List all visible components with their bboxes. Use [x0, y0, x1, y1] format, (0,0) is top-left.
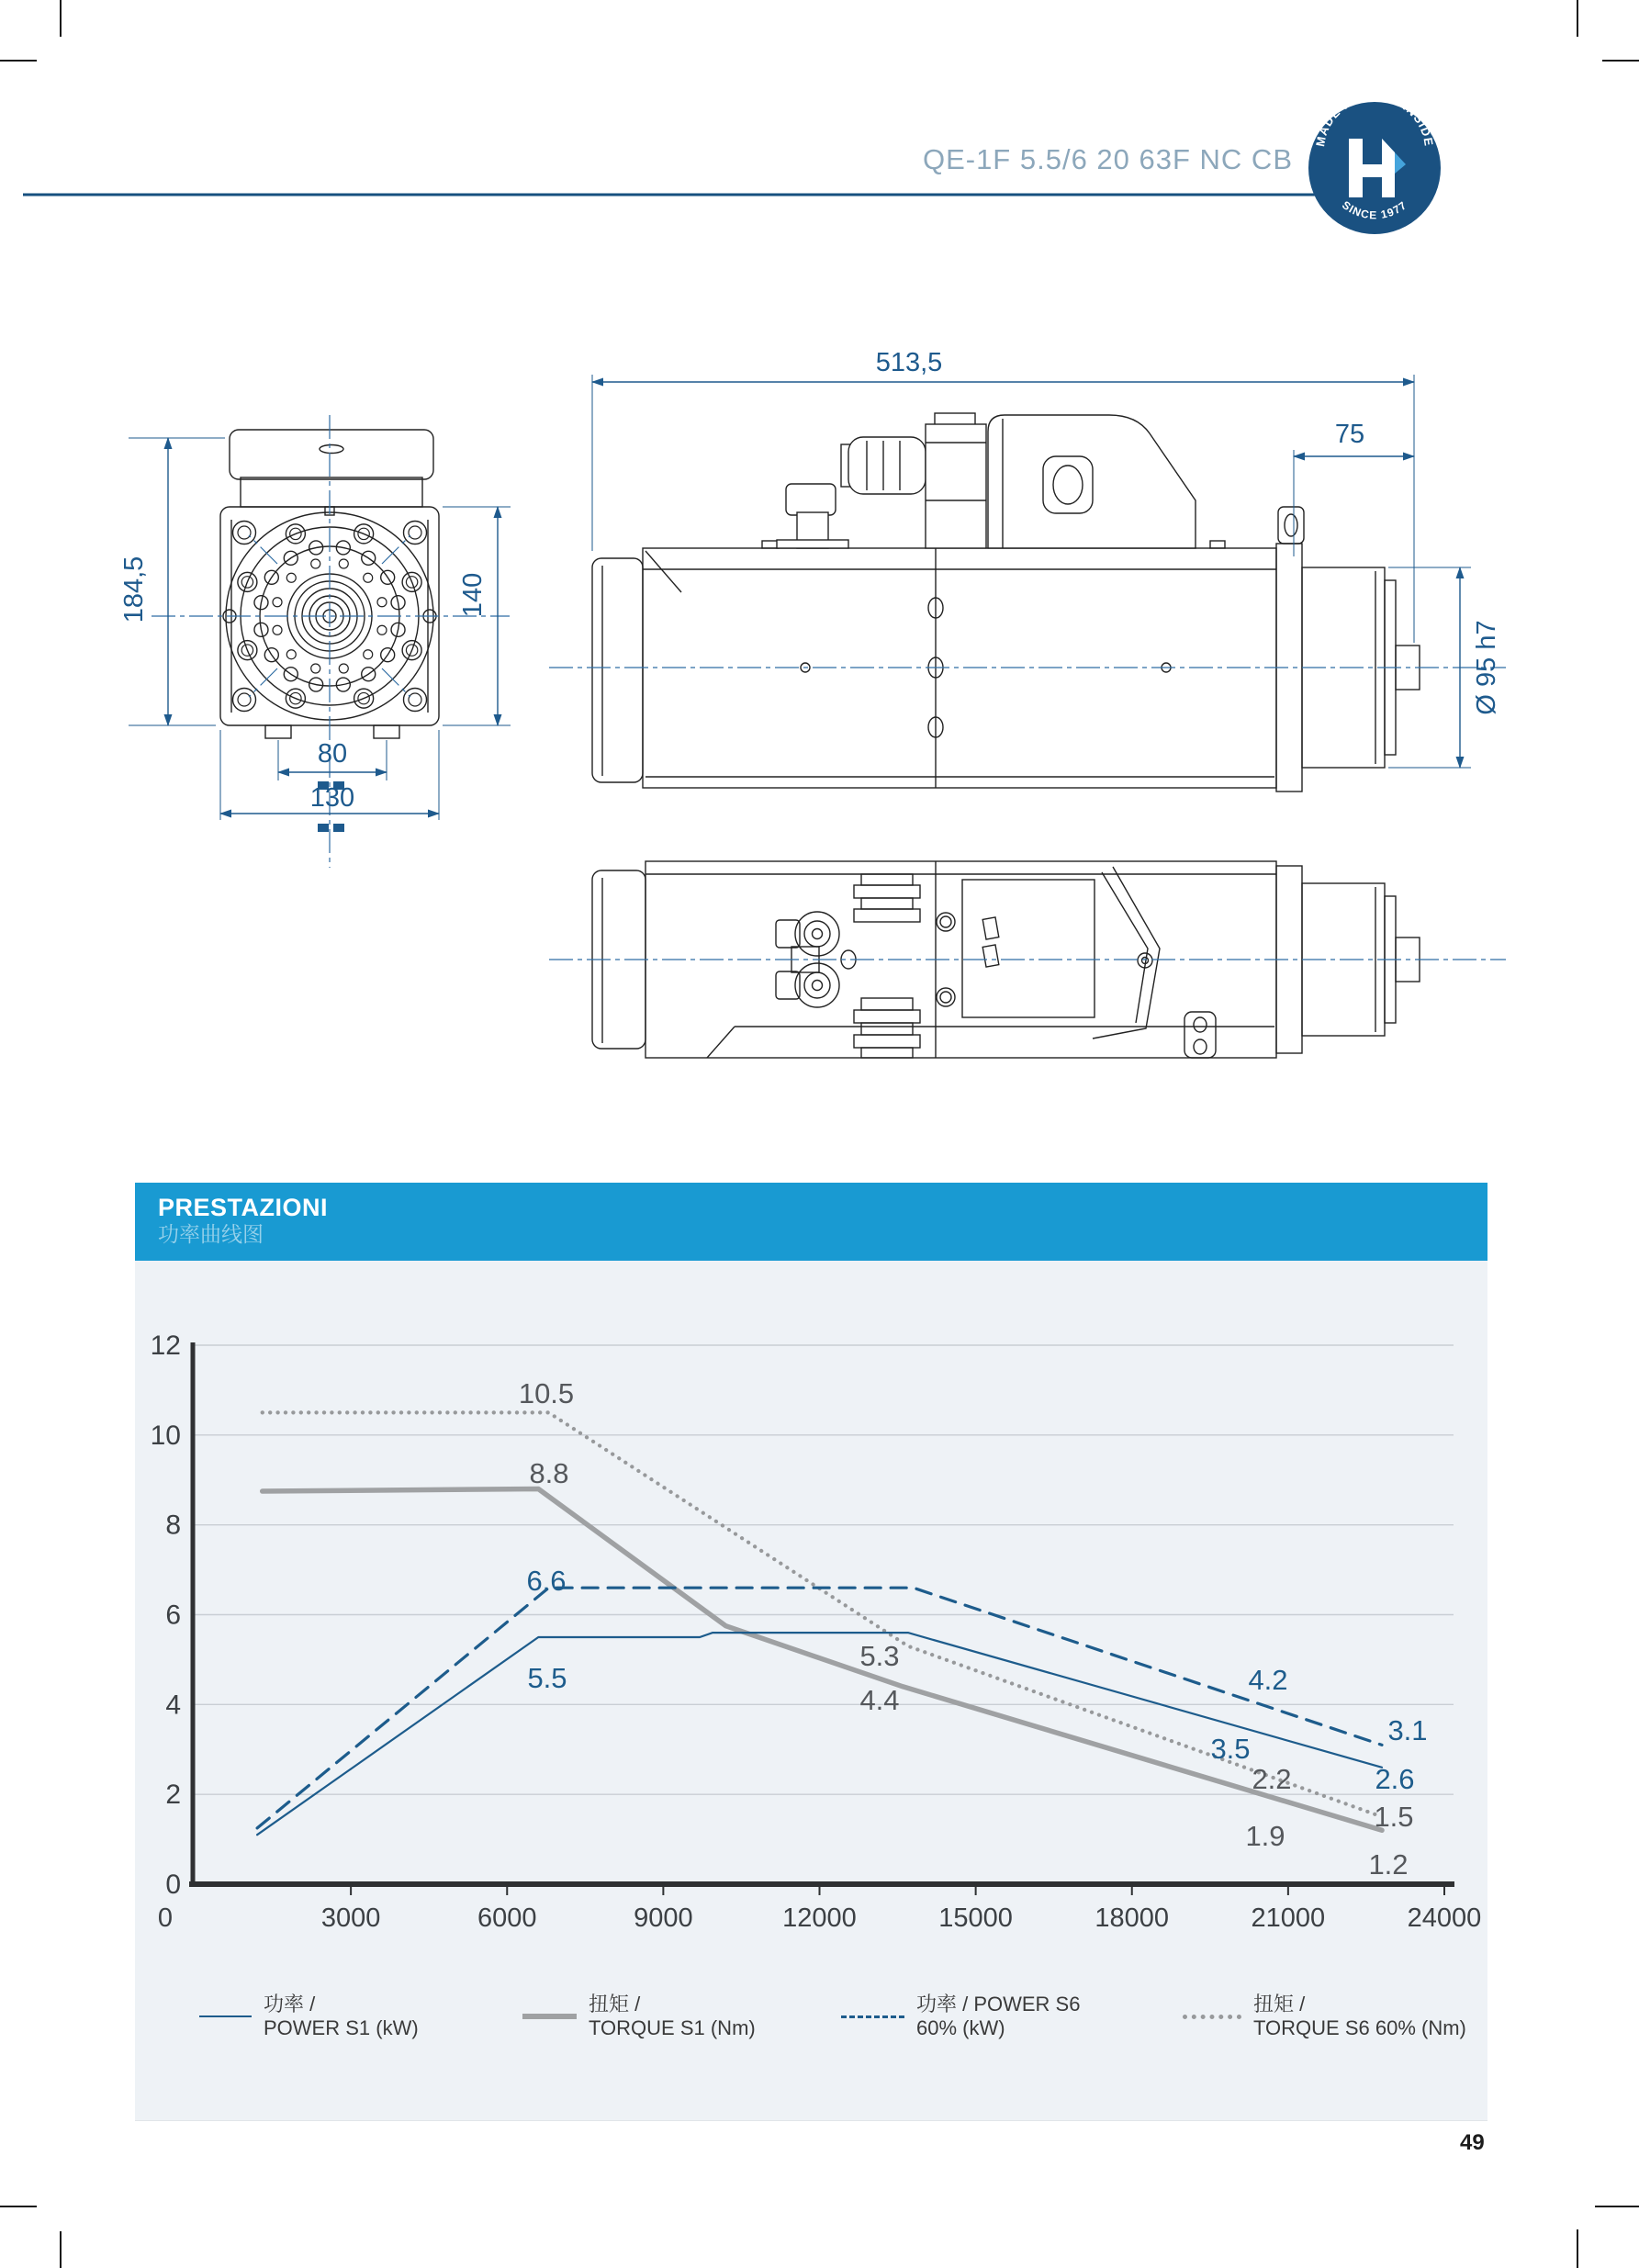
curve-value-label: 1.9	[1245, 1820, 1285, 1852]
legend-label-cn: 扭矩 /	[1253, 1993, 1306, 2015]
x-tick-label: 9000	[634, 1903, 693, 1933]
x-tick-label: 3000	[320, 1903, 381, 1933]
y-tick-label: 8	[165, 1510, 181, 1541]
x-tick-label: 24000	[1407, 1903, 1482, 1933]
curve-value-label: 2.2	[1252, 1763, 1292, 1795]
performance-chart	[151, 1330, 1482, 1933]
curve-value-label: 4.2	[1248, 1664, 1288, 1696]
side-view-drawing	[592, 413, 1420, 792]
legend-label-cn: 功率 / POWER S6	[916, 1993, 1081, 2015]
bolt-hole-small	[273, 598, 282, 607]
badge-bottom-text: SINCE 1977	[1339, 198, 1410, 222]
dim-body-height: 140	[458, 572, 488, 618]
y-tick-label: 12	[150, 1330, 181, 1361]
x-tick-label: 18000	[1095, 1903, 1170, 1933]
performance-subtitle: 功率曲线图	[158, 1222, 264, 1246]
power-s6-line-swatch-icon	[841, 2015, 904, 2018]
corner-screw	[404, 689, 427, 712]
bolt-hole-small	[364, 650, 373, 659]
x-tick-label: 12000	[782, 1903, 857, 1933]
curve-value-label: 3.5	[1210, 1733, 1251, 1765]
legend-label-en: TORQUE S6 60% (Nm)	[1253, 2016, 1466, 2039]
legend-label-en: POWER S1 (kW)	[264, 2016, 419, 2039]
legend-label-en: TORQUE S1 (Nm)	[589, 2016, 756, 2039]
dim-feet-spacing: 80	[317, 739, 348, 769]
legend-label-cn: 功率 /	[264, 1993, 316, 2015]
curve-value-label: 6.6	[526, 1565, 567, 1597]
torque-s6-line-swatch-icon	[1183, 2015, 1241, 2019]
bolt-hole-small	[339, 664, 348, 673]
curve-value-label: 1.5	[1374, 1801, 1414, 1833]
legend-label-cn: 扭矩 /	[589, 1993, 641, 2015]
bolt-hole-small	[377, 625, 387, 634]
bolt-hole-small	[311, 559, 320, 568]
curve-value-label: 8.8	[529, 1457, 569, 1489]
curve--power-s6-60-kw-	[257, 1588, 1382, 1828]
corner-screw	[233, 689, 256, 712]
dim-length: 513,5	[875, 348, 943, 377]
torque-s1-line-swatch-icon	[522, 2014, 577, 2019]
x-tick-label: 15000	[938, 1903, 1013, 1933]
curve--torque-s1-nm-	[263, 1489, 1382, 1831]
curve-value-label: 3.1	[1387, 1714, 1428, 1746]
y-tick-label: 0	[165, 1869, 181, 1900]
curve-value-label: 5.5	[527, 1662, 567, 1694]
corner-screw-inner	[409, 693, 421, 706]
bolt-hole-small	[273, 625, 282, 634]
dim-shaft-diameter: Ø 95 h7	[1472, 620, 1501, 715]
dimension-labels	[119, 348, 1501, 813]
legend-label-en: 60% (kW)	[916, 2016, 1005, 2039]
y-tick-label: 10	[150, 1420, 181, 1451]
bolt-hole-small	[339, 559, 348, 568]
legend-item-power-s1	[199, 1980, 419, 2053]
y-tick-label: 4	[165, 1690, 181, 1721]
legend-item-torque-s1	[522, 1980, 756, 2053]
bolt-hole-small	[286, 573, 296, 582]
bolt-hole-small	[311, 664, 320, 673]
curve-value-label: 2.6	[1375, 1763, 1415, 1795]
dim-height-total: 184,5	[119, 556, 149, 623]
x-tick-label: 21000	[1251, 1903, 1326, 1933]
corner-screw	[233, 522, 256, 545]
bolt-hole-small	[364, 573, 373, 582]
corner-screw-inner	[238, 693, 251, 706]
page-number: 49	[1460, 2130, 1485, 2155]
bolt-hole-small	[286, 650, 296, 659]
x-tick-label: 6000	[477, 1903, 537, 1933]
curve-value-label: 10.5	[518, 1377, 575, 1409]
y-tick-label: 2	[165, 1780, 181, 1811]
dim-nose-length: 75	[1334, 420, 1365, 449]
corner-screw-inner	[238, 526, 251, 539]
dim-width: 130	[309, 783, 355, 813]
curve-value-label: 5.3	[859, 1640, 900, 1672]
page-title-product-code: QE-1F 5.5/6 20 63F NC CB	[922, 143, 1293, 175]
legend-item-power-s6	[841, 1980, 1080, 2053]
badge-top-text: MADE IN ITALY INSIDE	[1312, 88, 1436, 148]
performance-title: PRESTAZIONI	[158, 1194, 329, 1221]
legend-item-torque-s6	[1183, 1980, 1466, 2053]
made-in-italy-badge	[1308, 89, 1441, 234]
bolt-hole-small	[377, 598, 387, 607]
y-tick-label: 6	[165, 1600, 181, 1631]
corner-screw-inner	[409, 526, 421, 539]
curve-value-label: 4.4	[859, 1684, 900, 1716]
curve-value-label: 1.2	[1368, 1848, 1409, 1881]
corner-screw	[404, 522, 427, 545]
power-s1-line-swatch-icon	[199, 2015, 252, 2017]
x-tick-label: 0	[157, 1903, 174, 1933]
